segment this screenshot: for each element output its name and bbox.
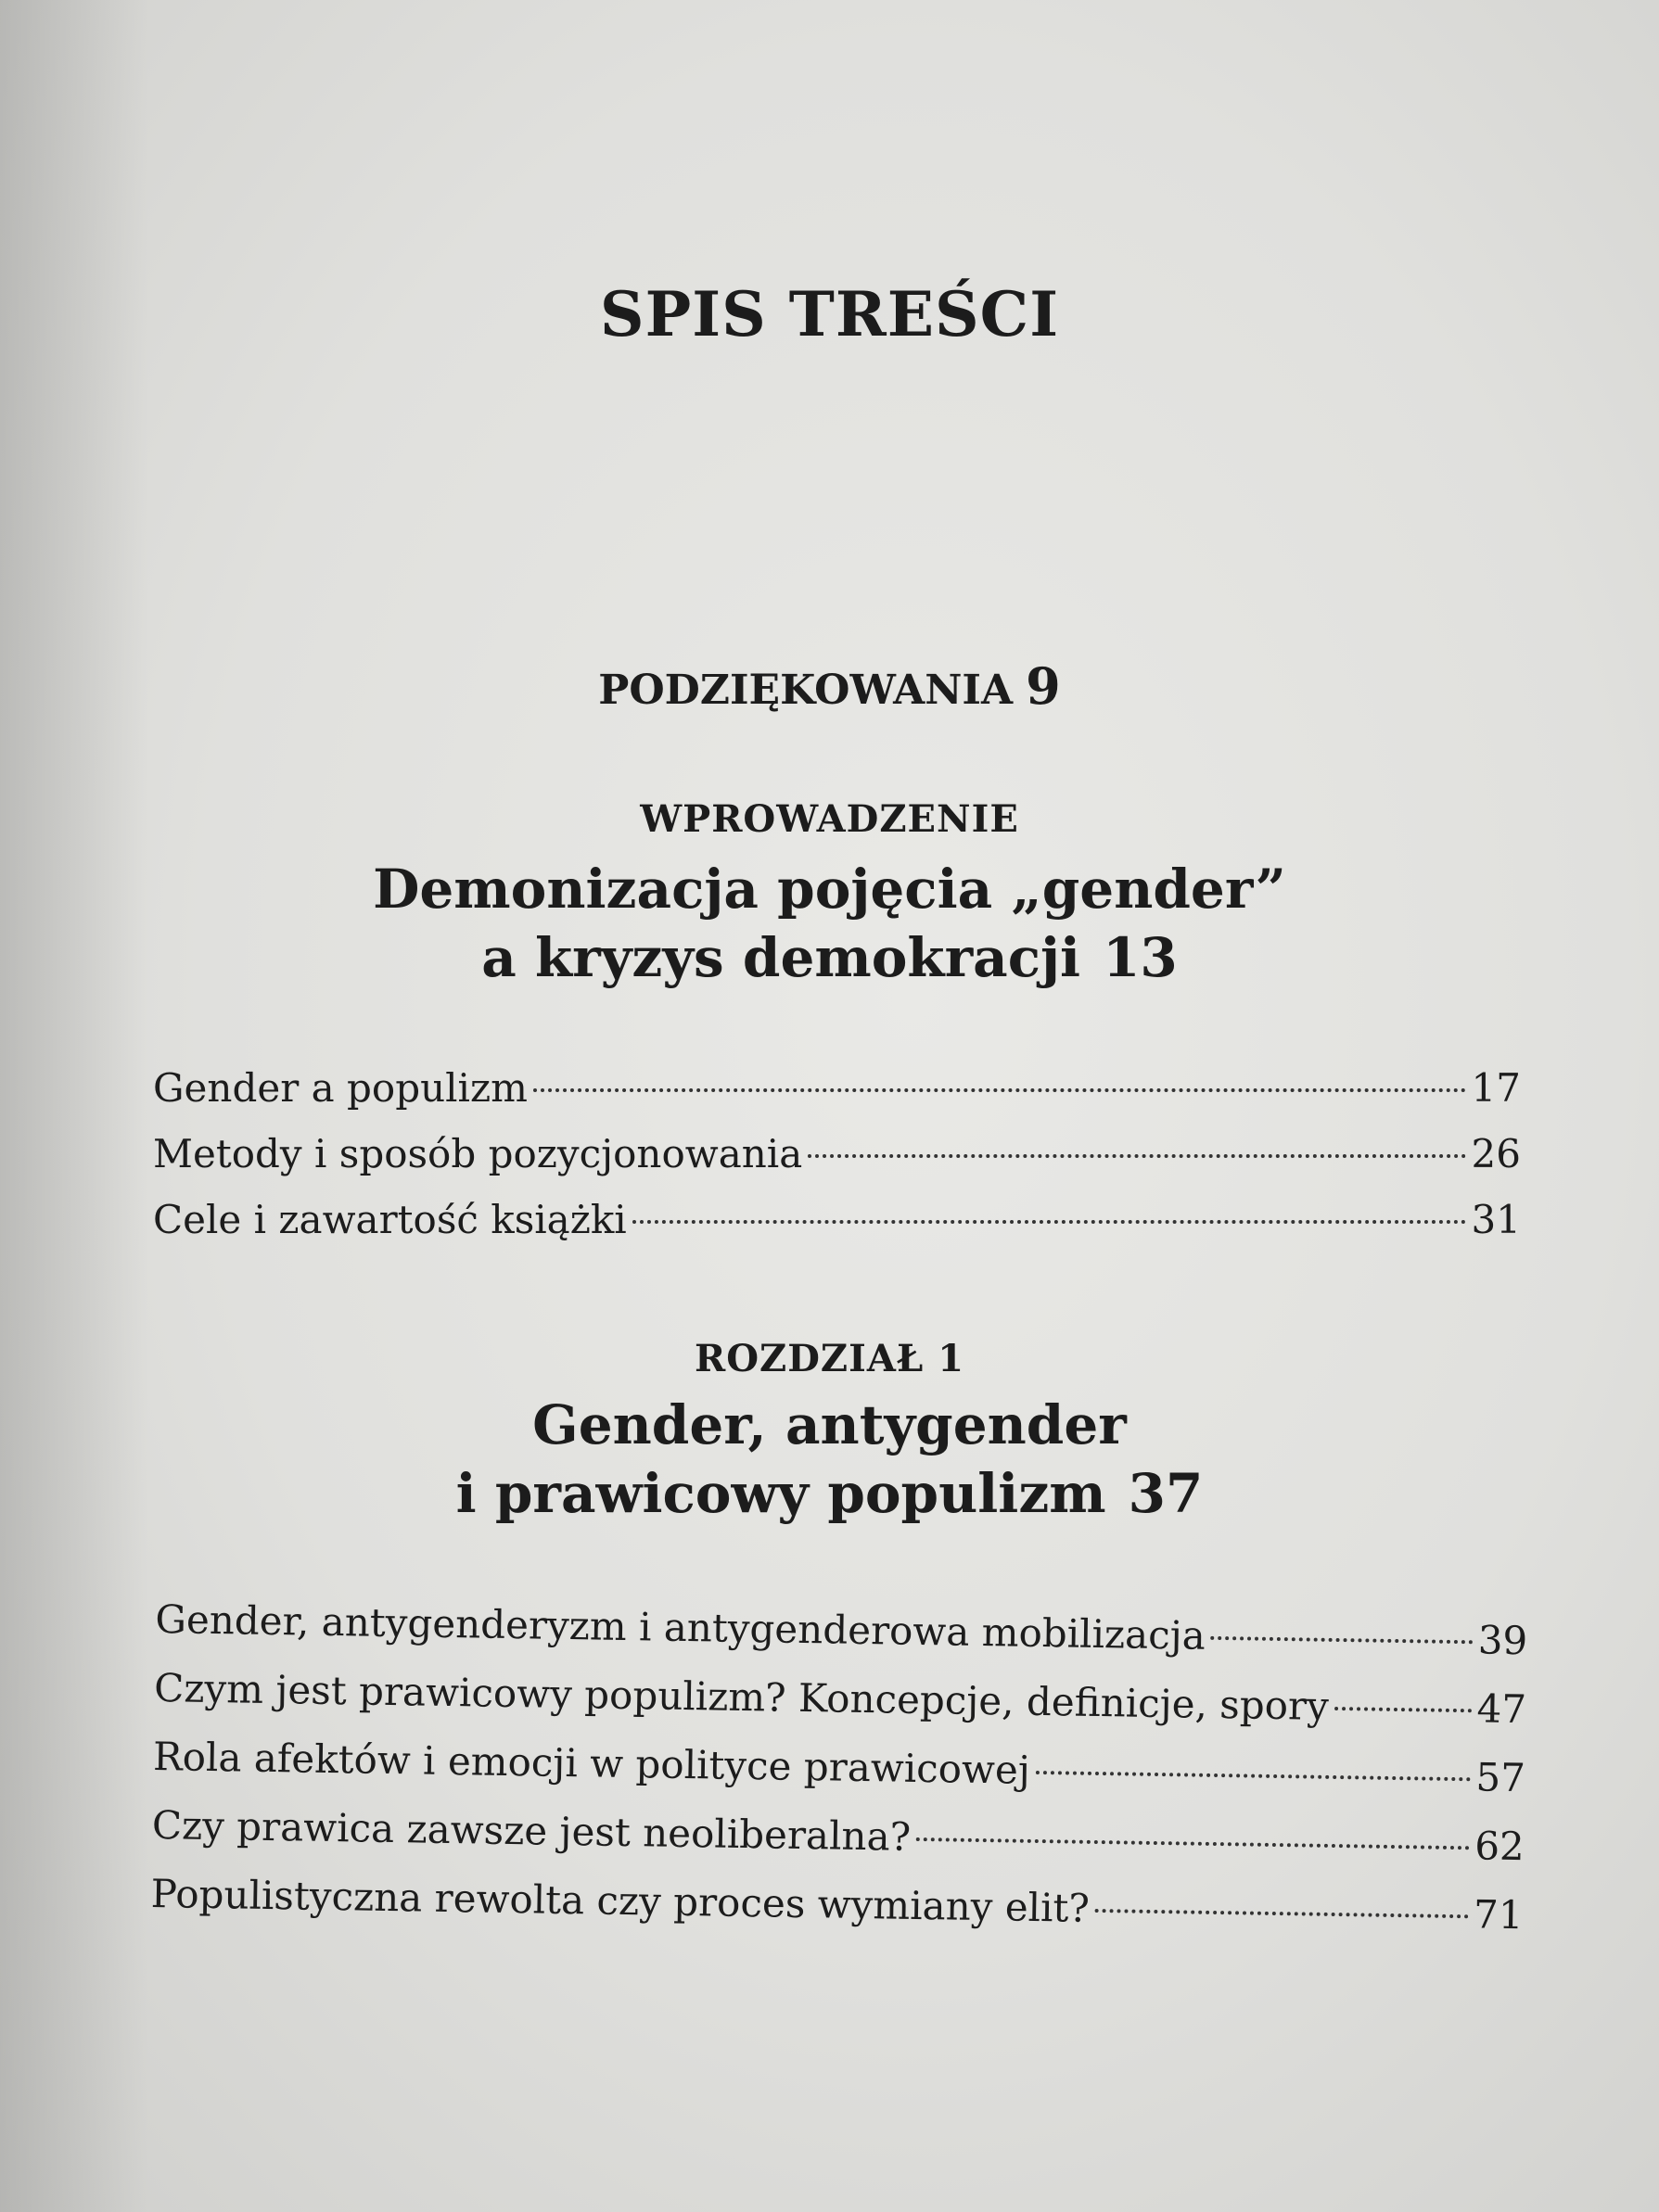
chapter1-title-line2 [0,1459,1659,1528]
chapter1-page: 37 [1128,1462,1204,1525]
intro-toc-list [153,1055,1521,1252]
toc-item [153,1055,1521,1121]
toc-item [153,1187,1521,1252]
toc-item-page: 71 [1473,1891,1524,1939]
toc-item-label: Gender, antygenderyzm i antygenderowa mobilizacja [155,1595,1206,1659]
dot-leader [916,1837,1469,1850]
dot-leader [1211,1636,1473,1644]
toc-item-label: Rola afektów i emocji w polityce prawicowej [152,1733,1031,1793]
toc-item-label: Czym jest prawicowy populizm? Koncepcje, definicje, spory [153,1664,1330,1729]
toc-item-page: 26 [1471,1131,1521,1176]
toc-item-label: Metody i sposób pozycjonowania [153,1131,803,1176]
dot-leader [808,1154,1465,1158]
toc-item-page: 57 [1475,1754,1526,1801]
toc-item-page: 39 [1477,1617,1528,1664]
acknowledgements-page: 9 [1026,656,1061,716]
intro-title-line2 [0,923,1659,992]
intro-label: WPROWADZENIE [640,797,1019,841]
chapter1-title [0,1391,1659,1528]
toc-item-page: 47 [1476,1685,1527,1733]
intro-title [0,855,1659,992]
toc-item-page: 17 [1471,1065,1521,1111]
chapter1-title-line2-text: i prawicowy populizm [455,1462,1106,1525]
intro-title-line1: Demonizacja pojęcia „gender” [373,858,1286,921]
dot-leader [533,1088,1466,1092]
chapter1-label: ROZDZIAŁ 1 [694,1337,965,1380]
toc-item-label: Cele i zawartość książki [153,1197,627,1242]
acknowledgements-label: PODZIĘKOWANIA [598,667,1014,714]
toc-item [153,1121,1521,1187]
toc-item-label: Czy prawica zawsze jest neoliberalna? [151,1801,912,1860]
intro-title-line2-text: a kryzys demokracji [481,926,1081,989]
intro-page: 13 [1103,926,1178,989]
chapter1-toc-list [150,1585,1528,1950]
toc-item-page: 62 [1474,1823,1525,1870]
dot-leader [1095,1909,1468,1918]
toc-item-page: 31 [1471,1197,1521,1242]
chapter1-title-line1: Gender, antygender [532,1393,1127,1456]
dot-leader [1036,1771,1471,1781]
page-title: SPIS TREŚCI [599,278,1060,350]
toc-item-label: Gender a populizm [153,1065,528,1111]
toc-item-label: Populistyczna rewolta czy proces wymiany elit? [150,1870,1091,1931]
dot-leader [1334,1707,1472,1712]
dot-leader [632,1220,1466,1224]
acknowledgements-entry [0,656,1659,716]
